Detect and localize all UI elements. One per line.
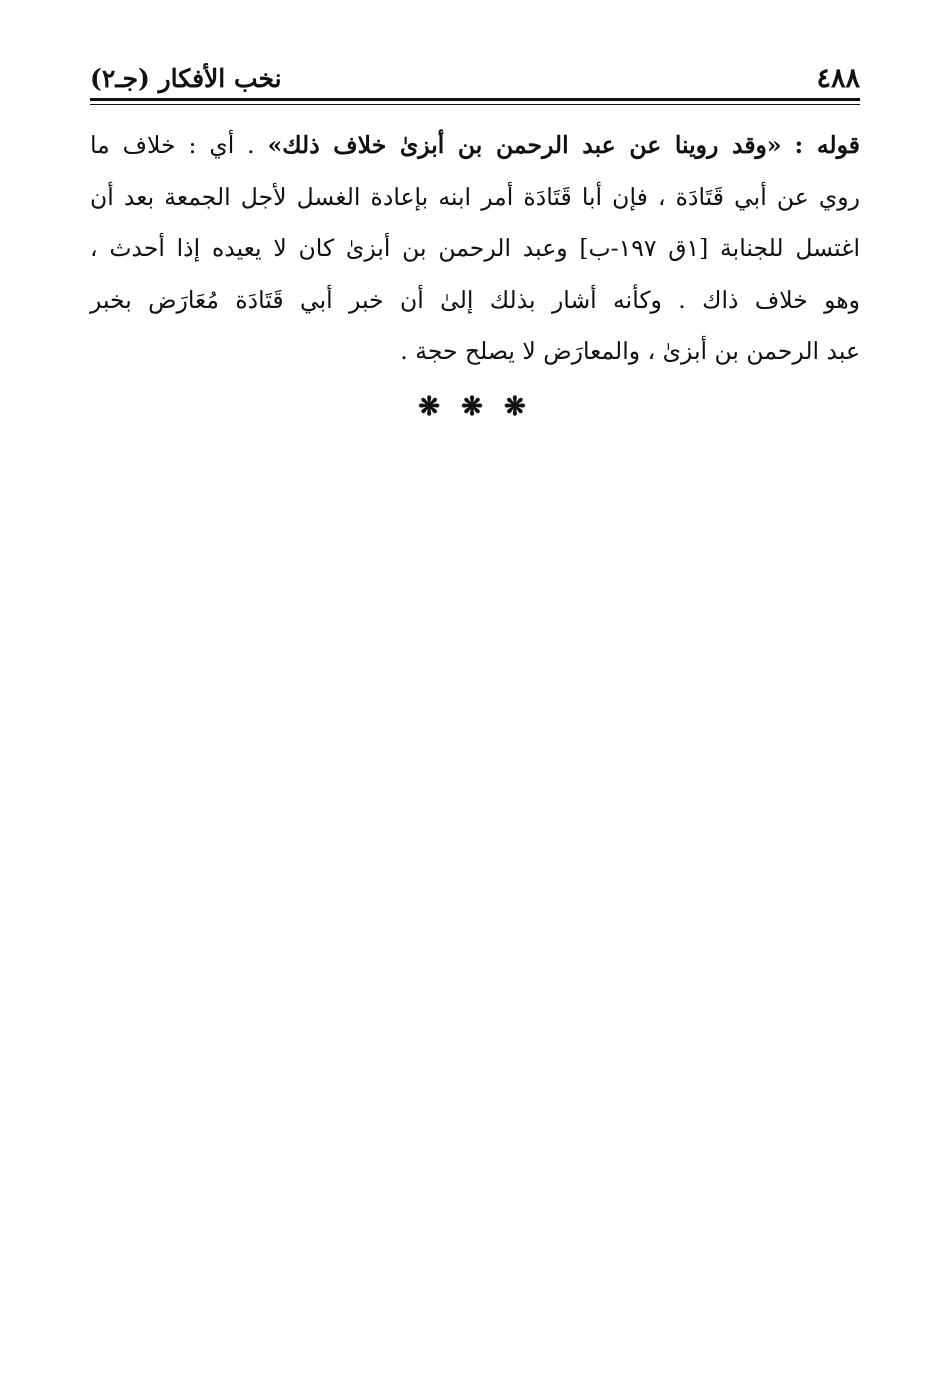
header-rule-thick <box>90 98 860 101</box>
page-number: ٤٨٨ <box>816 62 860 94</box>
running-header <box>90 58 860 98</box>
line1-rest: . أي : خلاف ما <box>90 131 255 159</box>
section-separator: ❋ ❋ ❋ <box>418 392 532 422</box>
book-title: نخب الأفكار (جـ٢) <box>90 63 282 93</box>
lemma-label: قوله : <box>794 131 860 159</box>
lemma-quote: «وقد روينا عن عبد الرحمن بن أبزىٰ خلاف ذلك» <box>267 131 782 159</box>
header-rule-thin <box>90 104 860 105</box>
commentary-paragraph <box>90 120 860 378</box>
text-line-1 <box>90 120 860 172</box>
text-line-4: وهو خلاف ذاك . وكأنه أشار بذلك إلىٰ أن خبر أبي قَتَادَة مُعَارَض بخبر <box>90 285 860 314</box>
text-line-2: روي عن أبي قَتَادَة ، فإن أبا قَتَادَة أمر ابنه بإعادة الغسل لأجل الجمعة بعد أن <box>90 182 860 211</box>
text-line-3: اغتسل للجنابة [١ق ١٩٧-ب] وعبد الرحمن بن أبزىٰ كان لا يعيده إذا أحدث ، <box>90 234 861 262</box>
text-line-5: عبد الرحمن بن أبزىٰ ، والمعارَض لا يصلح حجة . <box>400 337 860 365</box>
